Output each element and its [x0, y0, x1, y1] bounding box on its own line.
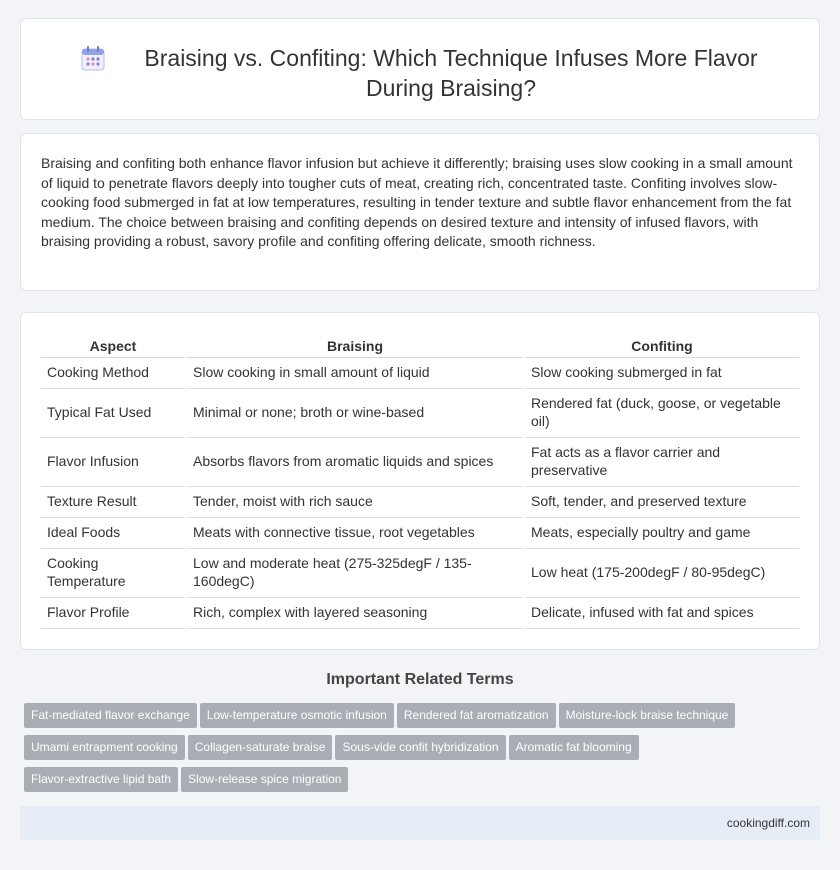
related-terms-heading: Important Related Terms [326, 671, 514, 688]
column-header-aspect: Aspect [41, 333, 186, 357]
aspect-cell: Flavor Profile [41, 597, 186, 628]
column-header-braising: Braising [186, 333, 524, 357]
related-term-tag[interactable]: Moisture-lock braise technique [559, 703, 736, 728]
table-row [41, 548, 799, 597]
related-term-tag[interactable]: Rendered fat aromatization [397, 703, 556, 728]
related-term-tag[interactable]: Collagen-saturate braise [188, 735, 333, 760]
braising-cell: Tender, moist with rich sauce [186, 486, 524, 517]
table-row [41, 517, 799, 548]
site-link[interactable]: cookingdiff.com [726, 816, 810, 830]
comparison-table [41, 333, 799, 629]
table-header-row [41, 333, 799, 357]
table-row [41, 437, 799, 486]
summary-card [20, 133, 820, 291]
braising-cell: Minimal or none; broth or wine-based [186, 388, 524, 437]
table-row [41, 486, 799, 517]
confiting-cell: Meats, especially poultry and game [524, 517, 799, 548]
table-row [41, 388, 799, 437]
confiting-cell: Fat acts as a flavor carrier and preservative [524, 437, 799, 486]
related-term-tag[interactable]: Low-temperature osmotic infusion [200, 703, 394, 728]
related-term-tag[interactable]: Umami entrapment cooking [24, 735, 185, 760]
summary-text: Braising and confiting both enhance flavor infusion but achieve it differently; braising uses slow cooking in a small amount of liquid to penetrate flavors deeply into tougher cuts of meat, creating rich, concentrated taste. Confiting involves slow-cooking food submerged in fat at low temperatures, resulting in tender texture and subtle flavor enhancement from the fat medium. The choice between braising and confiting depends on desired texture and intensity of infused flavors, with braising providing a robust, savory profile and confiting offering delicate, smooth richness. [41, 155, 793, 250]
aspect-cell: Flavor Infusion [41, 437, 186, 486]
confiting-cell: Soft, tender, and preserved texture [524, 486, 799, 517]
aspect-cell: Texture Result [41, 486, 186, 517]
page-title: Braising vs. Confiting: Which Technique Infuses More Flavor During Braising? [144, 45, 758, 101]
aspect-cell: Cooking Method [41, 357, 186, 388]
braising-cell: Slow cooking in small amount of liquid [186, 357, 524, 388]
related-term-tag[interactable]: Slow-release spice migration [181, 767, 348, 792]
table-row [41, 597, 799, 628]
braising-cell: Rich, complex with layered seasoning [186, 597, 524, 628]
braising-cell: Absorbs flavors from aromatic liquids and spices [186, 437, 524, 486]
comparison-card [20, 312, 820, 650]
related-term-tag[interactable]: Fat-mediated flavor exchange [24, 703, 197, 728]
related-term-tag[interactable]: Sous-vide confit hybridization [335, 735, 505, 760]
confiting-cell: Rendered fat (duck, goose, or vegetable oil) [524, 388, 799, 437]
column-header-confiting: Confiting [524, 333, 799, 357]
table-row [41, 357, 799, 388]
aspect-cell: Cooking Temperature [41, 548, 186, 597]
aspect-cell: Typical Fat Used [41, 388, 186, 437]
related-term-tag[interactable]: Flavor-extractive lipid bath [24, 767, 178, 792]
related-terms-list [24, 703, 824, 799]
confiting-cell: Slow cooking submerged in fat [524, 357, 799, 388]
braising-cell: Low and moderate heat (275-325degF / 135-160degC) [186, 548, 524, 597]
title-card [20, 18, 820, 120]
footer [20, 806, 820, 840]
confiting-cell: Delicate, infused with fat and spices [524, 597, 799, 628]
related-term-tag[interactable]: Aromatic fat blooming [509, 735, 639, 760]
confiting-cell: Low heat (175-200degF / 80-95degC) [524, 548, 799, 597]
aspect-cell: Ideal Foods [41, 517, 186, 548]
calendar-icon [81, 45, 105, 71]
braising-cell: Meats with connective tissue, root vegetables [186, 517, 524, 548]
